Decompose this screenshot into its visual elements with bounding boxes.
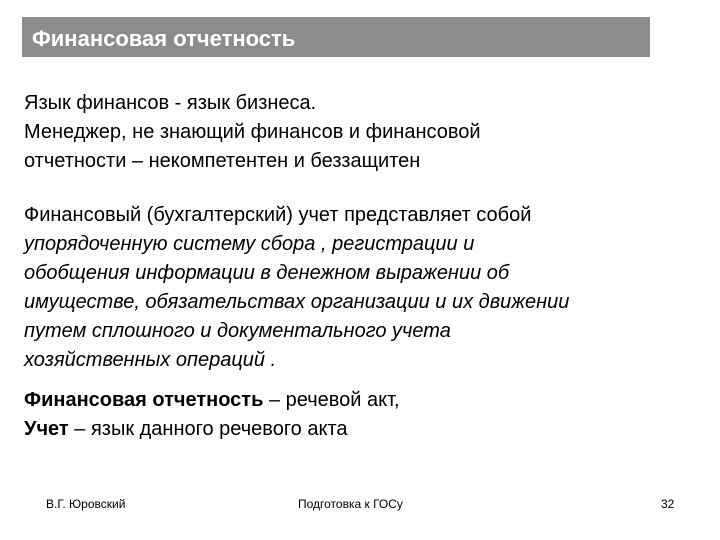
intro-paragraph: [24, 89, 481, 176]
definition-line-italic: обобщения информации в денежном выражении об: [24, 262, 510, 284]
accounting-term: Учет: [24, 418, 69, 440]
intro-line: отчетности – некомпетентен и беззащитен: [24, 150, 421, 172]
title-bar: [22, 17, 650, 57]
financial-reporting-definition: – речевой акт,: [263, 389, 400, 411]
conclusion-paragraph: [24, 386, 400, 444]
definition-line-italic: хозяйственных операций .: [24, 349, 277, 371]
conclusion-line-1: [24, 386, 400, 415]
definition-line-italic: имуществе, обязательствах организации и их движении: [24, 291, 570, 313]
definition-line-italic: путем сплошного и документального учета: [24, 320, 451, 342]
definition-line: Финансовый (бухгалтерский) учет представляет собой: [24, 204, 532, 226]
accounting-definition: – язык данного речевого акта: [68, 418, 348, 440]
definition-paragraph: [24, 201, 569, 375]
footer-author: В.Г. Юровский: [46, 497, 126, 511]
slide-title: Финансовая отчетность: [32, 26, 296, 51]
financial-reporting-term: Финансовая отчетность: [24, 389, 264, 411]
intro-line: Менеджер, не знающий финансов и финансовой: [24, 121, 481, 143]
conclusion-line-2: [24, 415, 400, 444]
footer-center-text: Подготовка к ГОСу: [298, 497, 403, 511]
intro-line: Язык финансов - язык бизнеса.: [24, 92, 317, 114]
page-number: 32: [661, 497, 675, 511]
definition-line-italic: упорядоченную систему сбора , регистрации и: [24, 233, 475, 255]
